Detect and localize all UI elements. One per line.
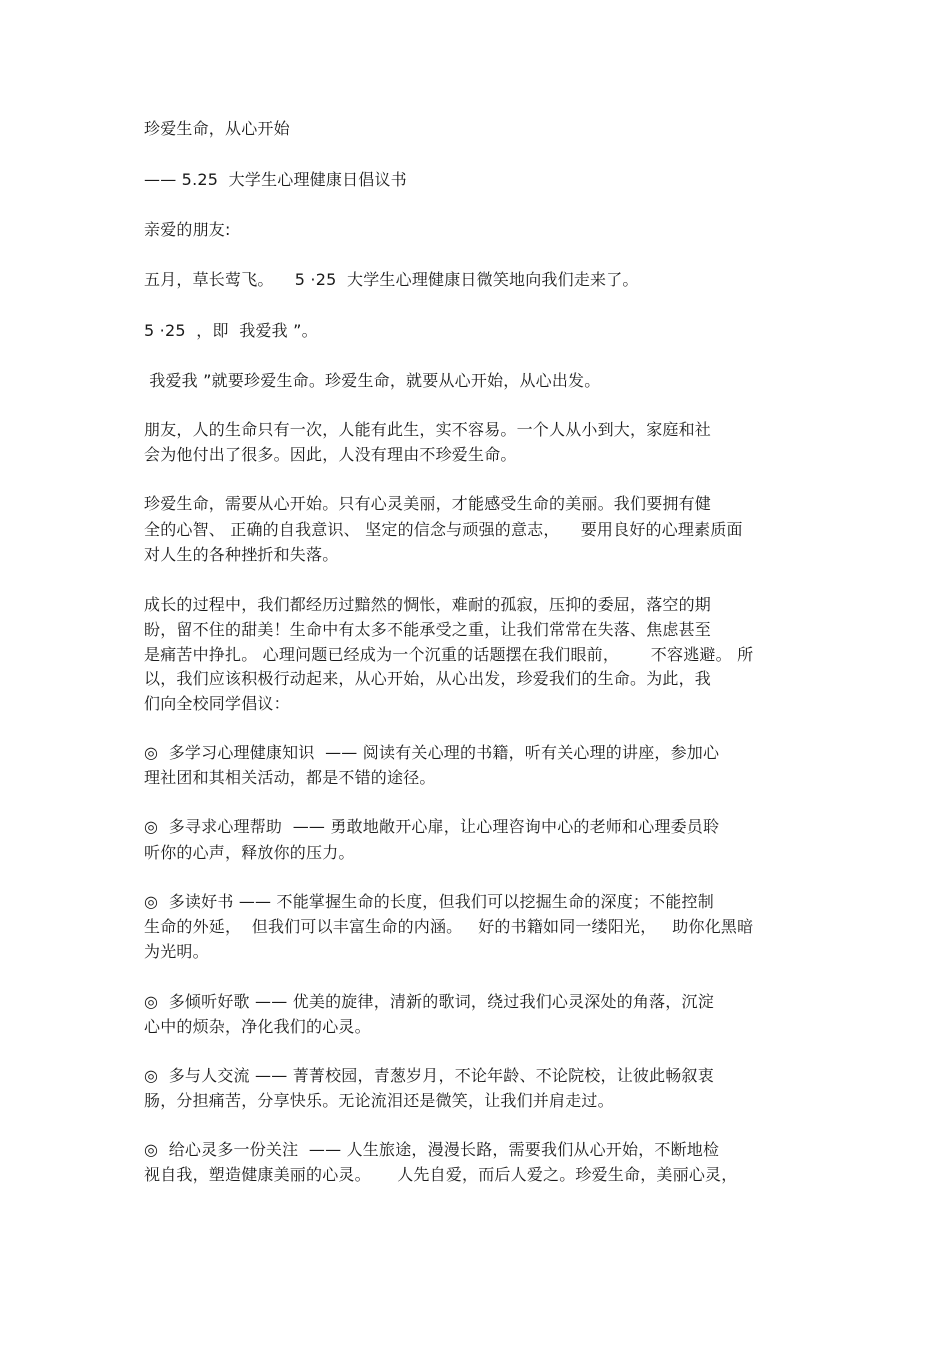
paragraph-love-self: 我爱我 ”就要珍爱生命。珍爱生命，就要从心开始，从心出发。 [144, 371, 601, 390]
document-subtitle: —— 5.25 大学生心理健康日倡议书 [144, 170, 407, 189]
proposal-item-line: 视自我，塑造健康美丽的心灵。 人先自爱，而后人爱之。珍爱生命，美丽心灵， [144, 1165, 738, 1184]
proposal-item-line: 听你的心声，释放你的压力。 [144, 843, 355, 862]
proposal-item-line: ◎ 多与人交流 —— 菁菁校园，青葱岁月，不论年龄、不论院校，让彼此畅叙衷 [144, 1066, 714, 1085]
proposal-item-line: ◎ 多寻求心理帮助 —— 勇敢地敞开心扉，让心理咨询中心的老师和心理委员聆 [144, 817, 720, 836]
proposal-item-line: 生命的外延， 但我们可以丰富生命的内涵。 好的书籍如同一缕阳光， 助你化黑暗 [144, 917, 754, 936]
paragraph-cherish-line: 全的心智、 正确的自我意识、 坚定的信念与顽强的意志， 要用良好的心理素质面 [144, 520, 743, 539]
proposal-item-line: 为光明。 [144, 942, 209, 961]
paragraph-growth-line: 们向全校同学倡议： [144, 694, 290, 713]
proposal-item-line: ◎ 多学习心理健康知识 —— 阅读有关心理的书籍，听有关心理的讲座，参加心 [144, 743, 720, 762]
salutation: 亲爱的朋友: [144, 220, 231, 239]
proposal-item-line: 理社团和其相关活动，都是不错的途径。 [144, 768, 436, 787]
proposal-item-line: ◎ 给心灵多一份关注 —— 人生旅途，漫漫长路，需要我们从心开始，不断地检 [144, 1140, 720, 1159]
paragraph-growth-line: 盼，留不住的甜美！生命中有太多不能承受之重，让我们常常在失落、焦虑甚至 [144, 620, 712, 639]
proposal-item-line: ◎ 多倾听好歌 —— 优美的旋律，清新的歌词，绕过我们心灵深处的角落，沉淀 [144, 992, 714, 1011]
proposal-item-line: 肠，分担痛苦，分享快乐。无论流泪还是微笑，让我们并肩走过。 [144, 1091, 614, 1110]
proposal-item-line: 心中的烦杂，净化我们的心灵。 [144, 1017, 371, 1036]
paragraph-growth-line: 以，我们应该积极行动起来，从心开始，从心出发，珍爱我们的生命。为此，我 [144, 669, 712, 688]
paragraph-cherish-line: 珍爱生命，需要从心开始。只有心灵美丽，才能感受生命的美丽。我们要拥有健 [144, 494, 712, 513]
paragraph-intro: 五月，草长莺飞。 5 ·25 大学生心理健康日微笑地向我们走来了。 [144, 270, 639, 289]
paragraph-date-meaning: 5 ·25 ，即 我爱我 ”。 [144, 321, 318, 340]
paragraph-cherish-line: 对人生的各种挫折和失落。 [144, 545, 339, 564]
paragraph-life-line: 朋友，人的生命只有一次，人能有此生，实不容易。一个人从小到大，家庭和社 [144, 420, 712, 439]
paragraph-growth-line: 成长的过程中，我们都经历过黯然的惆怅，难耐的孤寂，压抑的委屈，落空的期 [144, 595, 712, 614]
document-title: 珍爱生命，从心开始 [144, 119, 290, 138]
paragraph-growth-line: 是痛苦中挣扎。 心理问题已经成为一个沉重的话题摆在我们眼前， 不容逃避。 所 [144, 645, 754, 664]
paragraph-life-line: 会为他付出了很多。因此，人没有理由不珍爱生命。 [144, 445, 517, 464]
proposal-item-line: ◎ 多读好书 —— 不能掌握生命的长度，但我们可以挖掘生命的深度；不能控制 [144, 892, 714, 911]
